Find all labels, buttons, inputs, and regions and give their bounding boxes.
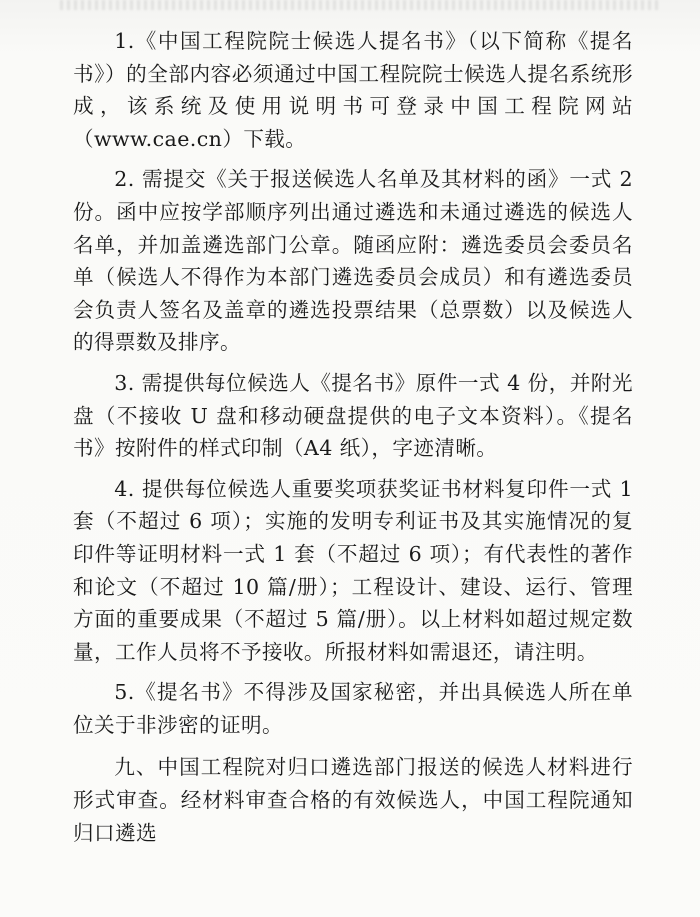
paragraph-9: 九、中国工程院对归口遴选部门报送的候选人材料进行形式审查。经材料审查合格的有效候选人，中国工程院通知归口遴选 <box>73 755 633 845</box>
paragraph-5: 5.《提名书》不得涉及国家秘密，并出具候选人所在单位关于非涉密的证明。 <box>73 680 633 737</box>
paragraph-3: 3. 需提供每位候选人《提名书》原件一式 4 份，并附光盘（不接收 U 盘和移动硬盘提供的电子文本资料）。《提名书》按附件的样式印制（A4 纸），字迹清晰。 <box>73 370 633 461</box>
paragraph-4: 4. 提供每位候选人重要奖项获奖证书材料复印件一式 1 套（不超过 6 项）；实施的发明专利证书及其实施情况的复印件等证明材料一式 1 套（不超过 6 项）；有代表性的著作和论文（不超过 10 篇/册）；工程设计、建设、运行、管理方面的重要成果（不超过 5 篇/册）。以上材料如超过规定数量，工作人员将不予接收。所报材料如需退还，请注明。 <box>73 476 633 664</box>
paragraph-2: 2. 需提交《关于报送候选人名单及其材料的函》一式 2 份。函中应按学部顺序列出通过遴选和未通过遴选的候选人名单，并加盖遴选部门公章。随函应附：遴选委员会委员名单（候选人不得作为本部门遴选委员会成员）和有遴选委员会负责人签名及盖章的遴选投票结果（总票数）以及候选人的得票数及排序。 <box>73 167 633 355</box>
scan-top-edge <box>60 0 660 10</box>
document-body <box>73 25 633 857</box>
paragraph-1: 1.《中国工程院院士候选人提名书》（以下简称《提名书》）的全部内容必须通过中国工程院院士候选人提名系统形成，该系统及使用说明书可登录中国工程院网站（www.cae.cn）下载。 <box>73 29 633 151</box>
